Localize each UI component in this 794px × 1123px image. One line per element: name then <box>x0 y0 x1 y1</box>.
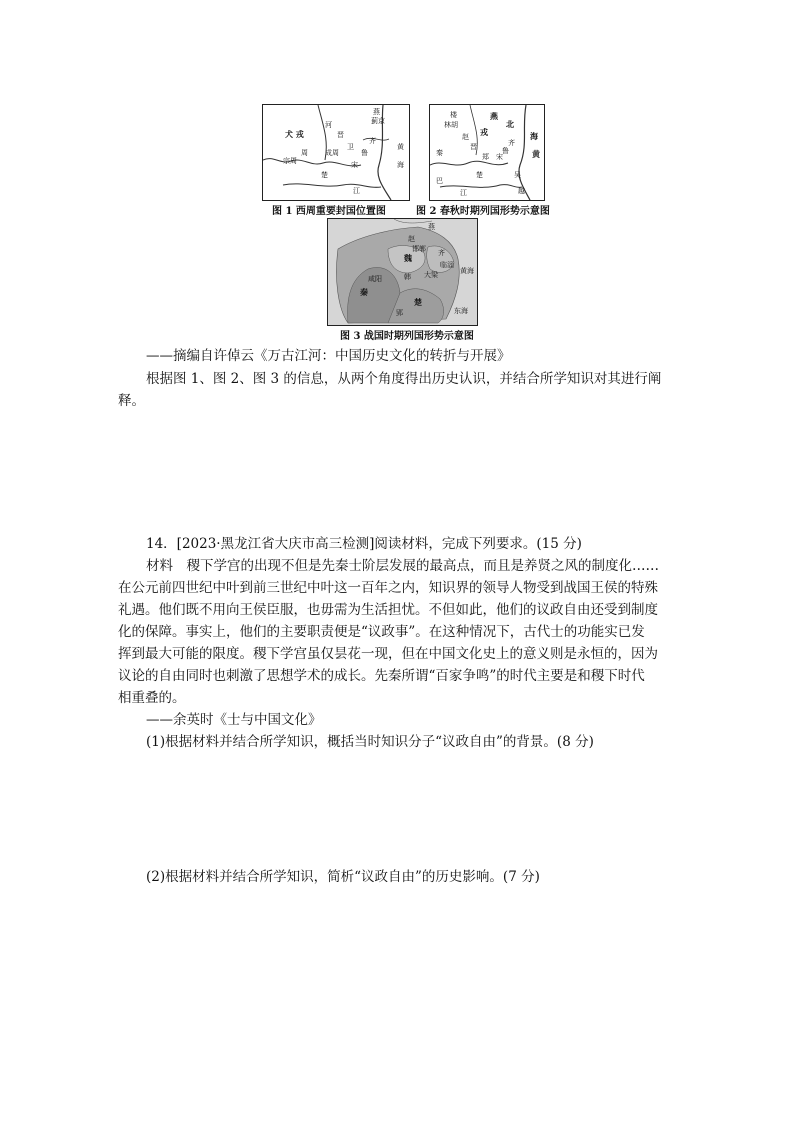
map1-label-3: 犬 戎 <box>285 130 304 139</box>
map2-label-2: 燕 <box>490 112 498 121</box>
map3-label-7: 黄海 <box>460 267 474 275</box>
map1-label-8: 周 <box>301 149 308 157</box>
map-figure-2 <box>429 104 545 201</box>
map3-label-6: 楚 <box>414 298 422 307</box>
q14-material-line-4: 化的保障。事实上，他们的主要职责便是“议政事”。在这种情况下，古代士的功能实已发 <box>118 624 645 640</box>
map-figure-1-drawing <box>263 105 409 200</box>
map3-label-13: 邯郸 <box>412 245 426 253</box>
map3-label-9: 咸阳 <box>368 275 382 283</box>
map1-label-4: 晋 <box>337 131 344 139</box>
map-figure-3 <box>327 218 478 326</box>
map2-label-0: 楼 <box>450 111 457 119</box>
q13-source: ——摘编自许倬云《万古江河：中国历史文化的转折与开展》 <box>146 348 511 364</box>
map3-label-8: 东海 <box>454 307 468 315</box>
figure-2-caption: 图 2 春秋时期列国形势示意图 <box>416 206 550 217</box>
map2-label-10: 宋 <box>496 153 503 161</box>
q14-sub-question-2: (2)根据材料并结合所学知识，简析“议政自由”的历史影响。(7 分) <box>146 869 540 885</box>
map3-label-0: 燕 <box>428 223 435 231</box>
map2-label-16: 吴 <box>514 171 521 179</box>
map1-label-0: 燕 <box>373 108 380 116</box>
map3-label-3: 魏 <box>404 254 412 263</box>
map-figure-3-drawing <box>328 219 477 325</box>
map1-label-9: 宗周 <box>283 157 297 165</box>
map-figure-1 <box>262 104 410 201</box>
map3-label-4: 韩 <box>404 273 411 281</box>
map1-label-11: 楚 <box>321 171 328 179</box>
map2-label-5: 赵 <box>462 133 469 141</box>
map2-label-3: 北 <box>506 120 514 129</box>
map2-label-11: 齐 <box>508 139 515 147</box>
map1-label-7: 海 <box>397 161 404 169</box>
map2-label-4: 戎 <box>480 128 488 137</box>
q13-prompt-line-1: 根据图 1、图 2、图 3 的信息，从两个角度得出历史认识，并结合所学知识对其进行阐 <box>146 371 662 387</box>
map1-label-15: 卫 <box>347 143 354 151</box>
figure-1-caption: 图 1 西周重要封国位置图 <box>272 206 386 217</box>
q14-material-line-2: 在公元前四世纪中叶到前三世纪中叶这一百年之内，知识界的领导人物受到战国王侯的特殊 <box>118 580 658 596</box>
q14-material-line-3: 礼遇。他们既不用向王侯臣服，也毋需为生活担忧。不但如此，他们的议政自由还受到制度 <box>118 602 658 618</box>
map3-label-2: 齐 <box>438 249 445 257</box>
q14-material-line-5: 挥到最大可能的限度。稷下学宫虽仅昙花一现，但在中国文化史上的意义则是永恒的，因为 <box>118 646 658 662</box>
map3-label-10: 大梁 <box>424 271 438 279</box>
map2-label-7: 秦 <box>436 149 443 157</box>
map2-label-12: 鲁 <box>502 147 509 155</box>
map-figure-2-drawing <box>430 105 544 200</box>
map2-label-9: 郑 <box>482 153 489 161</box>
map2-label-6: 海 <box>530 132 538 141</box>
map2-label-1: 林胡 <box>444 121 458 129</box>
map3-label-11: 临淄 <box>440 261 454 269</box>
figure-3-caption: 图 3 战国时期列国形势示意图 <box>340 331 474 342</box>
map1-label-14: 宋 <box>351 161 358 169</box>
q14-source: ——余英时《士与中国文化》 <box>146 712 322 728</box>
map3-label-5: 秦 <box>360 288 368 297</box>
map1-label-5: 齐 <box>369 137 376 145</box>
q14-material-line-7: 相重叠的。 <box>118 690 186 706</box>
map1-label-6: 黄 <box>397 143 404 151</box>
map1-label-10: 成周 <box>325 149 339 157</box>
map1-label-1: 蓟京 <box>371 117 385 125</box>
map1-label-2: 河 <box>325 121 332 129</box>
map2-label-18: 江 <box>460 189 467 197</box>
map2-label-14: 巴 <box>436 177 443 185</box>
q14-header: 14．[2023·黑龙江省大庆市高三检测]阅读材料，完成下列要求。(15 分) <box>146 536 582 552</box>
map2-label-17: 越 <box>518 187 525 195</box>
q14-material-line-6: 议论的自由同时也刺激了思想学术的成长。先秦所谓“百家争鸣”的时代主要是和稷下时代 <box>118 668 645 684</box>
map1-label-13: 鲁 <box>361 149 368 157</box>
q13-prompt-line-2: 释。 <box>118 393 145 409</box>
map2-label-13: 黄 <box>532 150 540 159</box>
map1-label-12: 江 <box>353 187 360 195</box>
q14-material-line-1: 材料 稷下学宫的出现不但是先秦士阶层发展的最高点，而且是养贤之风的制度化…… <box>146 558 659 574</box>
map2-label-15: 楚 <box>476 171 483 179</box>
q14-sub-question-1: (1)根据材料并结合所学知识，概括当时知识分子“议政自由”的背景。(8 分) <box>146 734 594 750</box>
map3-label-1: 赵 <box>408 235 415 243</box>
map2-label-8: 晋 <box>470 143 477 151</box>
map3-label-12: 郢 <box>396 309 403 317</box>
